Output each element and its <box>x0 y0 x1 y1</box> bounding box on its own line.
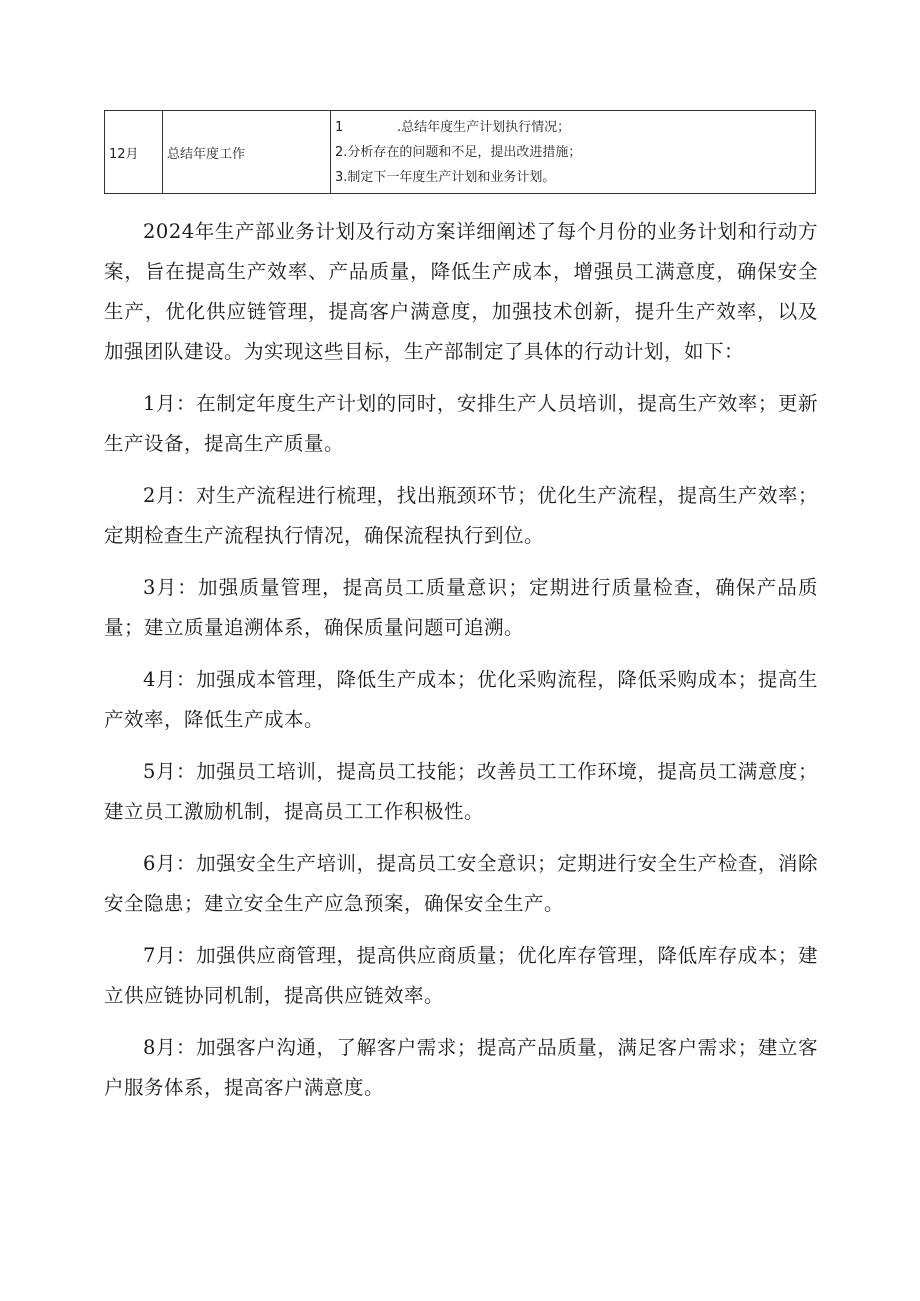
plan-table <box>104 110 816 194</box>
action-number: 2. <box>335 144 348 160</box>
month-plan-paragraph: 6月：加强安全生产培训，提高员工安全意识；定期进行安全生产检查，消除安全隐患；建立安全生产应急预案，确保安全生产。 <box>104 852 818 915</box>
action-text: 制定下一年度生产计划和业务计划。 <box>347 169 556 185</box>
month-plan-paragraph: 2月：对生产流程进行梳理，找出瓶颈环节；优化生产流程，提高生产效率；定期检查生产流程执行情况，确保流程执行到位。 <box>104 484 818 547</box>
month-cell: 12月 <box>105 111 163 194</box>
action-text: .总结年度生产计划执行情况； <box>397 119 571 135</box>
action-number: 3. <box>335 169 348 185</box>
month-plan-paragraph: 4月：加强成本管理，降低生产成本；优化采购流程，降低采购成本；提高生产效率，降低生产成本。 <box>104 668 818 731</box>
table-row <box>105 111 816 194</box>
action-text: 分析存在的问题和不足，提出改进措施； <box>347 144 582 160</box>
action-number: 1 <box>335 119 344 135</box>
action-item <box>335 165 811 190</box>
actions-cell <box>331 111 816 194</box>
month-plan-paragraph: 8月：加强客户沟通，了解客户需求；提高产品质量，满足客户需求；建立客户服务体系，提高客户满意度。 <box>104 1036 818 1099</box>
month-plan-paragraph: 7月：加强供应商管理，提高供应商质量；优化库存管理，降低库存成本；建立供应链协同机制，提高供应链效率。 <box>104 944 818 1007</box>
month-plan-paragraph: 1月：在制定年度生产计划的同时，安排生产人员培训，提高生产效率；更新生产设备，提高生产质量。 <box>104 392 818 455</box>
task-cell: 总结年度工作 <box>163 111 331 194</box>
month-plan-paragraph: 3月：加强质量管理，提高员工质量意识；定期进行质量检查，确保产品质量；建立质量追溯体系，确保质量问题可追溯。 <box>104 576 818 639</box>
month-plan-paragraph: 5月：加强员工培训，提高员工技能；改善员工工作环境，提高员工满意度；建立员工激励机制，提高员工工作积极性。 <box>104 760 818 823</box>
action-item <box>335 140 811 165</box>
action-item <box>335 115 811 140</box>
intro-paragraph: 2024年生产部业务计划及行动方案详细阐述了每个月份的业务计划和行动方案，旨在提高生产效率、产品质量，降低生产成本，增强员工满意度，确保安全生产，优化供应链管理，提高客户满意度，加强技术创新，提升生产效率，以及加强团队建设。为实现这些目标，生产部制定了具体的行动计划，如下： <box>104 220 818 363</box>
document-body <box>104 212 818 1120</box>
